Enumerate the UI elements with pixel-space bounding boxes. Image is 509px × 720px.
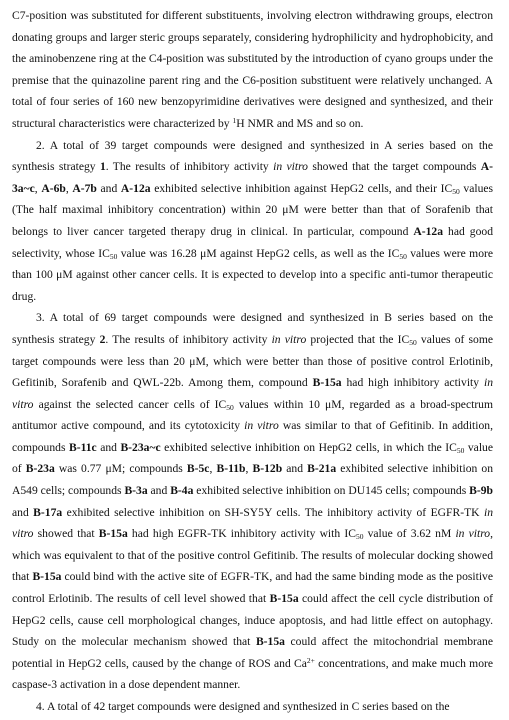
subscript: 50 (409, 337, 417, 347)
text-run: exhibited selective inhibition on DU145 cells; compounds (193, 484, 470, 498)
compound-label: B-3a (124, 484, 148, 498)
subscript: 50 (399, 251, 407, 261)
text-run: exhibited selective inhibition on SH-SY5Y cells. The inhibitory activity of EGFR-TK (62, 505, 484, 519)
text-run: concentrations, and make much more caspase-3 activation in a dose dependent manner. (12, 656, 493, 692)
text-run: 3. A total of 69 target compounds were designed and synthesized in B series based on the synthesis strategy (12, 311, 493, 346)
text-run: H NMR and MS and so on. (236, 116, 364, 130)
text-run: , (34, 181, 42, 195)
text-run: exhibited selective inhibition on A549 cells; compounds (12, 462, 494, 498)
italic-term: in vitro (12, 376, 493, 411)
text-run: , (209, 462, 217, 476)
compound-label: B-23a (25, 462, 55, 476)
text-run: C7-position was substituted for different substituents, involving electron withdrawing groups, electron donating groups and larger steric groups separately, considering hydrophilicity and hydrophobicity, and the aminobenzene ring at the C4-position was substituted by the introduction of cyano groups under the premise that the quinazoline parent ring and the C6-position substituent were relatively unchanged. A total of four series of 160 new benzopyrimidine derivatives were designed and synthesized, and their structural characteristics were characterized by (12, 9, 493, 130)
compound-label: B-23a~c (120, 440, 161, 454)
text-run: could affect the cell cycle distribution of HepG2 cells, cause cell morphological changes, induce apoptosis, and had little effect on autophagy. Study on the molecular mechanism showed that (12, 592, 493, 649)
compound-label: B-9b (469, 484, 493, 498)
compound-label: B-12b (252, 462, 283, 476)
subscript: 50 (355, 532, 364, 542)
text-run: , which was equivalent to that of the positive control Gefitinib. The results of molecular docking showed that (12, 527, 493, 584)
text-run: and (147, 484, 171, 498)
subscript: 50 (452, 186, 460, 196)
superscript: 2+ (306, 655, 315, 665)
italic-term: in vitro (12, 505, 493, 541)
subscript: 50 (109, 251, 118, 261)
text-run: had high EGFR-TK inhibitory activity with IC (127, 527, 356, 541)
italic-term: in vitro (271, 332, 307, 346)
text-run: exhibited selective inhibition against HepG2 cells, and their IC (150, 181, 453, 195)
text-run: values of some target compounds were less than 20 μM, which were better than those of positive control Erlotinib, Gefitinib, Sorafenib and QWL-22b. Among them, compound (12, 332, 494, 390)
compound-label: A-12a (413, 224, 444, 238)
italic-term: in vitro (455, 527, 491, 541)
text-run: could bind with the active site of EGFR-TK, and had the same binding mode as the positive control Erlotinib. The results of cell level showed that (12, 570, 493, 606)
paragraph-b-series (12, 307, 493, 696)
subscript: 50 (456, 445, 465, 455)
text-run: 4. A total of 42 target compounds were designed and synthesized in C series based on the (36, 700, 450, 713)
text-run: value was 16.28 μM against HepG2 cells, as well as the IC (117, 246, 400, 260)
text-run: could affect the mitochondrial membrane potential in HepG2 cells, caused by the change of ROS and Ca (12, 635, 493, 670)
compound-label: A-12a (120, 181, 151, 195)
italic-term: in vitro (244, 419, 279, 433)
text-run: and (12, 505, 34, 519)
compound-label: A-6b (41, 181, 66, 195)
compound-label: B-15a (98, 527, 128, 541)
text-run: . The results of inhibitory activity (105, 332, 272, 346)
compound-label: B-15a (269, 592, 299, 606)
text-run: , (65, 181, 73, 195)
text-run: had good selectivity, whose IC (12, 224, 493, 260)
compound-label: B-11b (216, 462, 246, 476)
text-run: against the selected cancer cells of IC (33, 397, 227, 411)
paragraph-c-series (12, 696, 493, 718)
compound-label: B-15a (312, 376, 342, 390)
text-run: and (96, 181, 121, 195)
paragraph-intro-continued (12, 5, 493, 135)
text-run: showed that (33, 527, 99, 541)
text-run: and (282, 462, 308, 476)
compound-label: B-4a (170, 484, 194, 498)
compound-label: B-21a (307, 462, 337, 476)
text-run: . The results of inhibitory activity (105, 160, 274, 174)
text-run: and (96, 440, 121, 454)
text-run: was 0.77 μM; compounds (54, 462, 187, 476)
text-run: value of 3.62 nM (363, 527, 456, 541)
compound-label: A-3a~c (12, 160, 493, 195)
superscript: 1 (232, 115, 237, 125)
compound-label: B-5c (186, 462, 210, 476)
text-run: value of (12, 440, 493, 476)
subscript: 50 (226, 402, 234, 412)
text-run: showed that the target compounds (307, 160, 481, 174)
text-run: values within 10 μM, regarded as a broad-spectrum antitumor active compound, and its cytotoxicity (12, 397, 493, 433)
text-run: values were more than 100 μM against other cancer cells. It is expected to develop into a specific anti-tumor therapeutic drug. (12, 246, 494, 303)
text-run: had high inhibitory activity (341, 376, 484, 390)
compound-label: A-7b (72, 181, 97, 195)
compound-label: B-11c (68, 440, 97, 454)
text-run: was similar to that of Gefitinib. In addition, compounds (12, 419, 493, 454)
text-run: projected that the IC (306, 332, 410, 346)
compound-label: B-15a (255, 635, 285, 649)
text-run: , (245, 462, 253, 476)
text-run: 2. A total of 39 target compounds were designed and synthesized in A series based on the synthesis strategy (12, 138, 493, 174)
compound-label: B-17a (33, 505, 63, 519)
compound-label: 2 (99, 332, 106, 346)
text-run: values (The half maximal inhibitory concentration) within 20 μM were better than that of Sorafenib that belongs to liver cancer targeted therapy drug in clinical. In particular, compound (12, 181, 494, 238)
compound-label: 1 (99, 160, 106, 174)
paragraph-a-series (12, 135, 493, 308)
compound-label: B-15a (32, 570, 62, 584)
text-run: exhibited selective inhibition on HepG2 cells, in which the IC (160, 440, 457, 454)
italic-term: in vitro (273, 160, 308, 174)
